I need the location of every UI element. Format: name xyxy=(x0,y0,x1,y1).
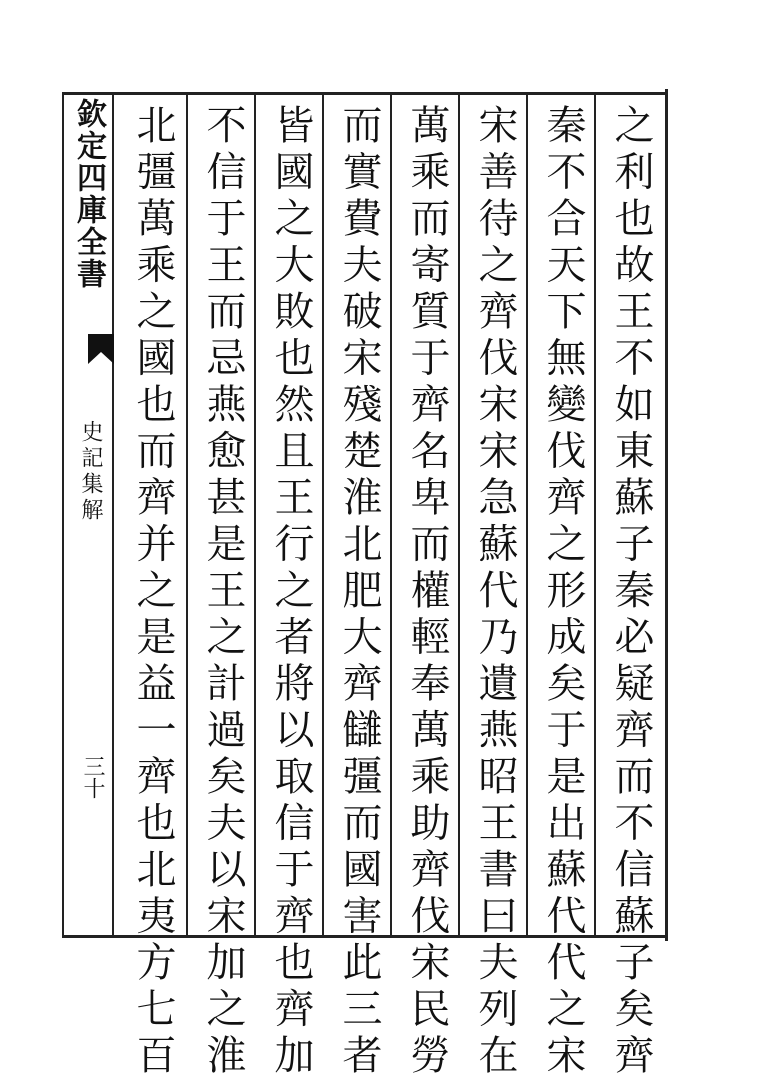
frame-border-right xyxy=(665,89,668,941)
text-column-3: 宋善待之齊伐宋宋急蘇代乃遺燕昭王書曰夫列在 xyxy=(472,104,518,1081)
page-number: 三十 xyxy=(80,755,105,799)
section-title: 史記集解 xyxy=(78,420,103,524)
book-title: 欽定四庫全書 xyxy=(71,98,106,290)
text-column-5: 而實費夫破宋殘楚淮北肥大齊讎彊而國害此三者 xyxy=(336,104,382,1081)
text-column-4: 萬乘而寄質于齊名卑而權輕奉萬乘助齊伐宋民勞 xyxy=(404,104,450,1081)
column-divider xyxy=(186,92,188,938)
text-column-6: 皆國之大敗也然且王行之者將以取信于齊也齊加 xyxy=(268,104,314,1081)
text-column-8: 北彊萬乘之國也而齊并之是益一齊也北夷方七百 xyxy=(130,104,176,1081)
fishtail-mark-icon xyxy=(88,334,114,364)
text-column-7: 不信于王而忌燕愈甚是王之計過矣夫以宋加之淮 xyxy=(200,104,246,1081)
text-column-1: 之利也故王不如東蘇子秦必疑齊而不信蘇子矣齊 xyxy=(608,104,654,1081)
text-column-2: 秦不合天下無變伐齊之形成矣于是出蘇代代之宋 xyxy=(540,104,586,1081)
